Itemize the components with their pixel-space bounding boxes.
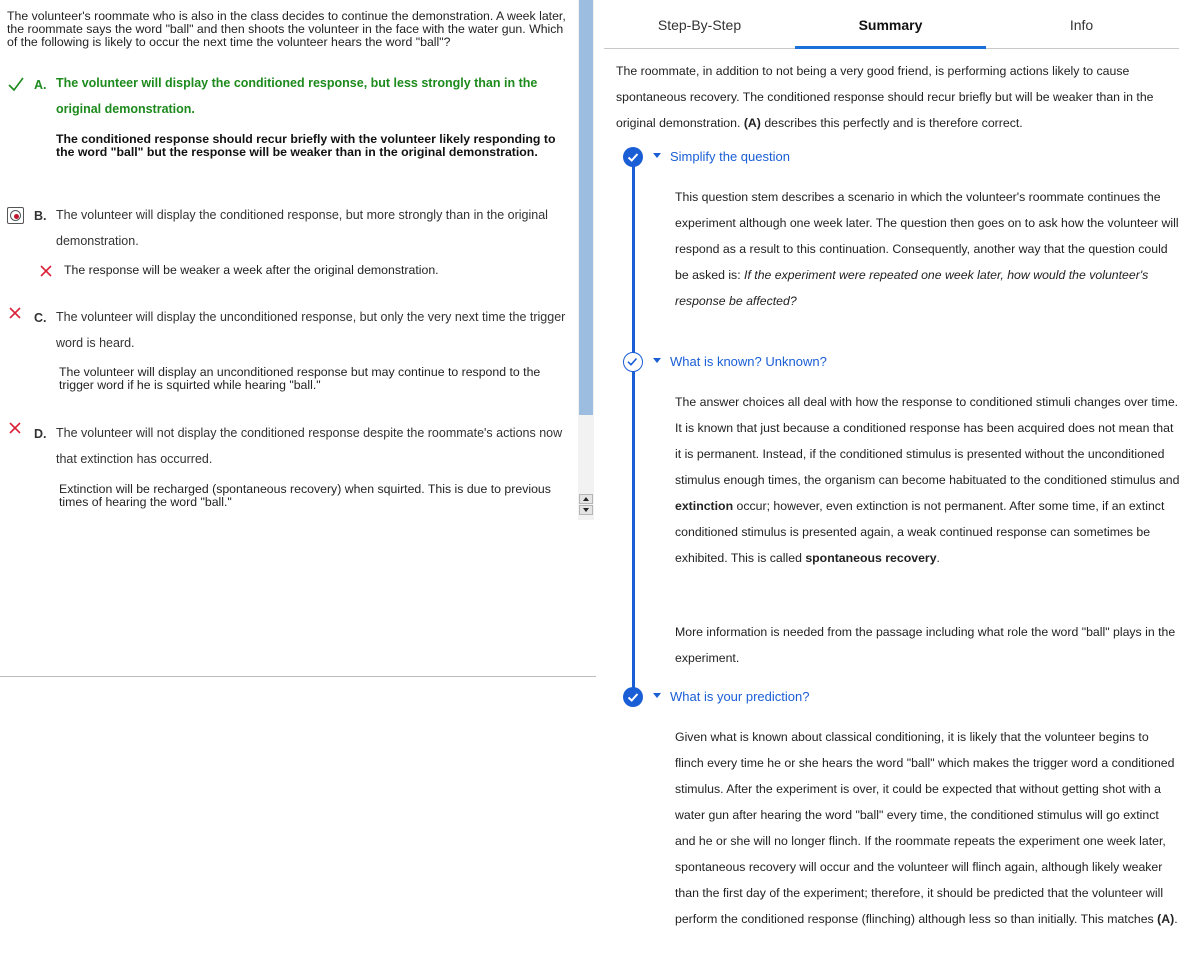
option-c-letter: C. [34,311,47,325]
caret-down-icon[interactable] [653,693,661,698]
check-circle-icon [623,147,643,167]
radio-selected-icon[interactable] [7,207,24,224]
x-icon [8,306,22,320]
scroll-up-button[interactable] [579,494,593,504]
option-c-text[interactable]: The volunteer will display the unconditioned response, but only the very next time the trigger word is heard. [56,310,566,350]
question-stem: The volunteer's roommate who is also in the class decides to continue the demonstration. A week later, the roommate says the word "ball" and then shoots the volunteer in the face with the water gun. Which of the following is likely to occur the next time the volunteer hears the word "ball"? [7,9,566,49]
x-icon [8,421,22,435]
tab-step-by-step[interactable]: Step-By-Step [657,17,742,33]
option-d-letter: D. [34,427,47,441]
step-title-simplify[interactable]: Simplify the question [670,149,790,164]
check-icon [7,76,25,92]
step-title-prediction[interactable]: What is your prediction? [670,689,810,704]
option-c-explanation: The volunteer will display an unconditioned response but may continue to respond to the trigger word if he is squirted while hearing "ball." [59,365,541,392]
step-body-simplify: This question stem describes a scenario in which the volunteer's roommate continues the experiment although one week later. The question then goes on to ask how the volunteer will respond as a result to this continuation. Consequently, another way that the question could be asked is: If the experiment were repeated one week later, how would the volunteer's response be affected? [675,190,1179,308]
scrollbar-thumb[interactable] [579,0,593,415]
question-scrollbar[interactable] [578,0,594,520]
question-scroll-area[interactable] [0,0,578,520]
explanation-pane [604,0,1184,963]
step-title-known-unknown[interactable]: What is known? Unknown? [670,354,827,369]
option-a-text[interactable]: The volunteer will display the conditioned response, but less strongly than in the original demonstration. [56,76,538,116]
timeline-line [632,160,635,690]
step-body-known-unknown: The answer choices all deal with how the response to conditioned stimuli changes over time. It is known that just because a conditioned response has been acquired does not mean that it is permanent. Instead, if the conditioned stimulus is presented without the unconditioned stimulus enough times, the organism can become habituated to the conditioned stimulus and extinction occur; however, even extinction is not permanent. After some time, if an extinct conditioned stimulus is presented again, a weak continued response can sometimes be exhibited. This is called spontaneous recovery. [675,395,1180,565]
summary-intro: The roommate, in addition to not being a very good friend, is performing actions likely to cause spontaneous recovery. The conditioned response should recur briefly but will be weaker than in the original demonstration. (A) describes this perfectly and is therefore correct. [616,64,1154,130]
tab-summary[interactable]: Summary [795,0,986,49]
scroll-down-button[interactable] [579,505,593,515]
arrow-up-icon [583,497,589,501]
option-b-letter: B. [34,209,47,223]
check-circle-icon [623,687,643,707]
step-body-known-unknown-note: More information is needed from the passage including what role the word "ball" plays in the experiment. [675,625,1176,665]
caret-down-icon[interactable] [653,153,661,158]
tab-info[interactable]: Info [1069,17,1094,33]
check-circle-outline-icon [623,352,643,372]
pane-divider [0,676,596,677]
option-d-explanation: Extinction will be recharged (spontaneous recovery) when squirted. This is due to previous times of hearing the word "ball." [59,482,551,509]
option-b-explanation: The response will be weaker a week after the original demonstration. [64,263,439,277]
option-a-letter: A. [34,78,47,92]
option-a-explanation: The conditioned response should recur briefly with the volunteer likely responding to the word "ball" but the response will be weaker than in the original demonstration. [56,132,556,159]
step-body-prediction: Given what is known about classical conditioning, it is likely that the volunteer begins to flinch every time he or she hears the word "ball" which makes the trigger word a conditioned stimulus. After the experiment is over, it could be expected that without getting shot with a water gun after hearing the word "ball" every time, the conditioned stimulus will go extinct and he or she will no longer flinch. If the roommate repeats the experiment one week later, spontaneous recovery will occur and the volunteer will flinch again, although likely weaker than the first day of the experiment; therefore, it should be predicted that the volunteer will perform the conditioned response (flinching) although less so than initially. This matches (A). [675,730,1178,926]
caret-down-icon[interactable] [653,358,661,363]
x-icon [39,264,53,278]
arrow-down-icon [583,508,589,512]
option-d-text[interactable]: The volunteer will not display the conditioned response despite the roommate's actions now that extinction has occurred. [56,426,563,466]
option-b-text[interactable]: The volunteer will display the conditioned response, but more strongly than in the original demonstration. [56,208,548,248]
explanation-tabs [604,0,1179,49]
